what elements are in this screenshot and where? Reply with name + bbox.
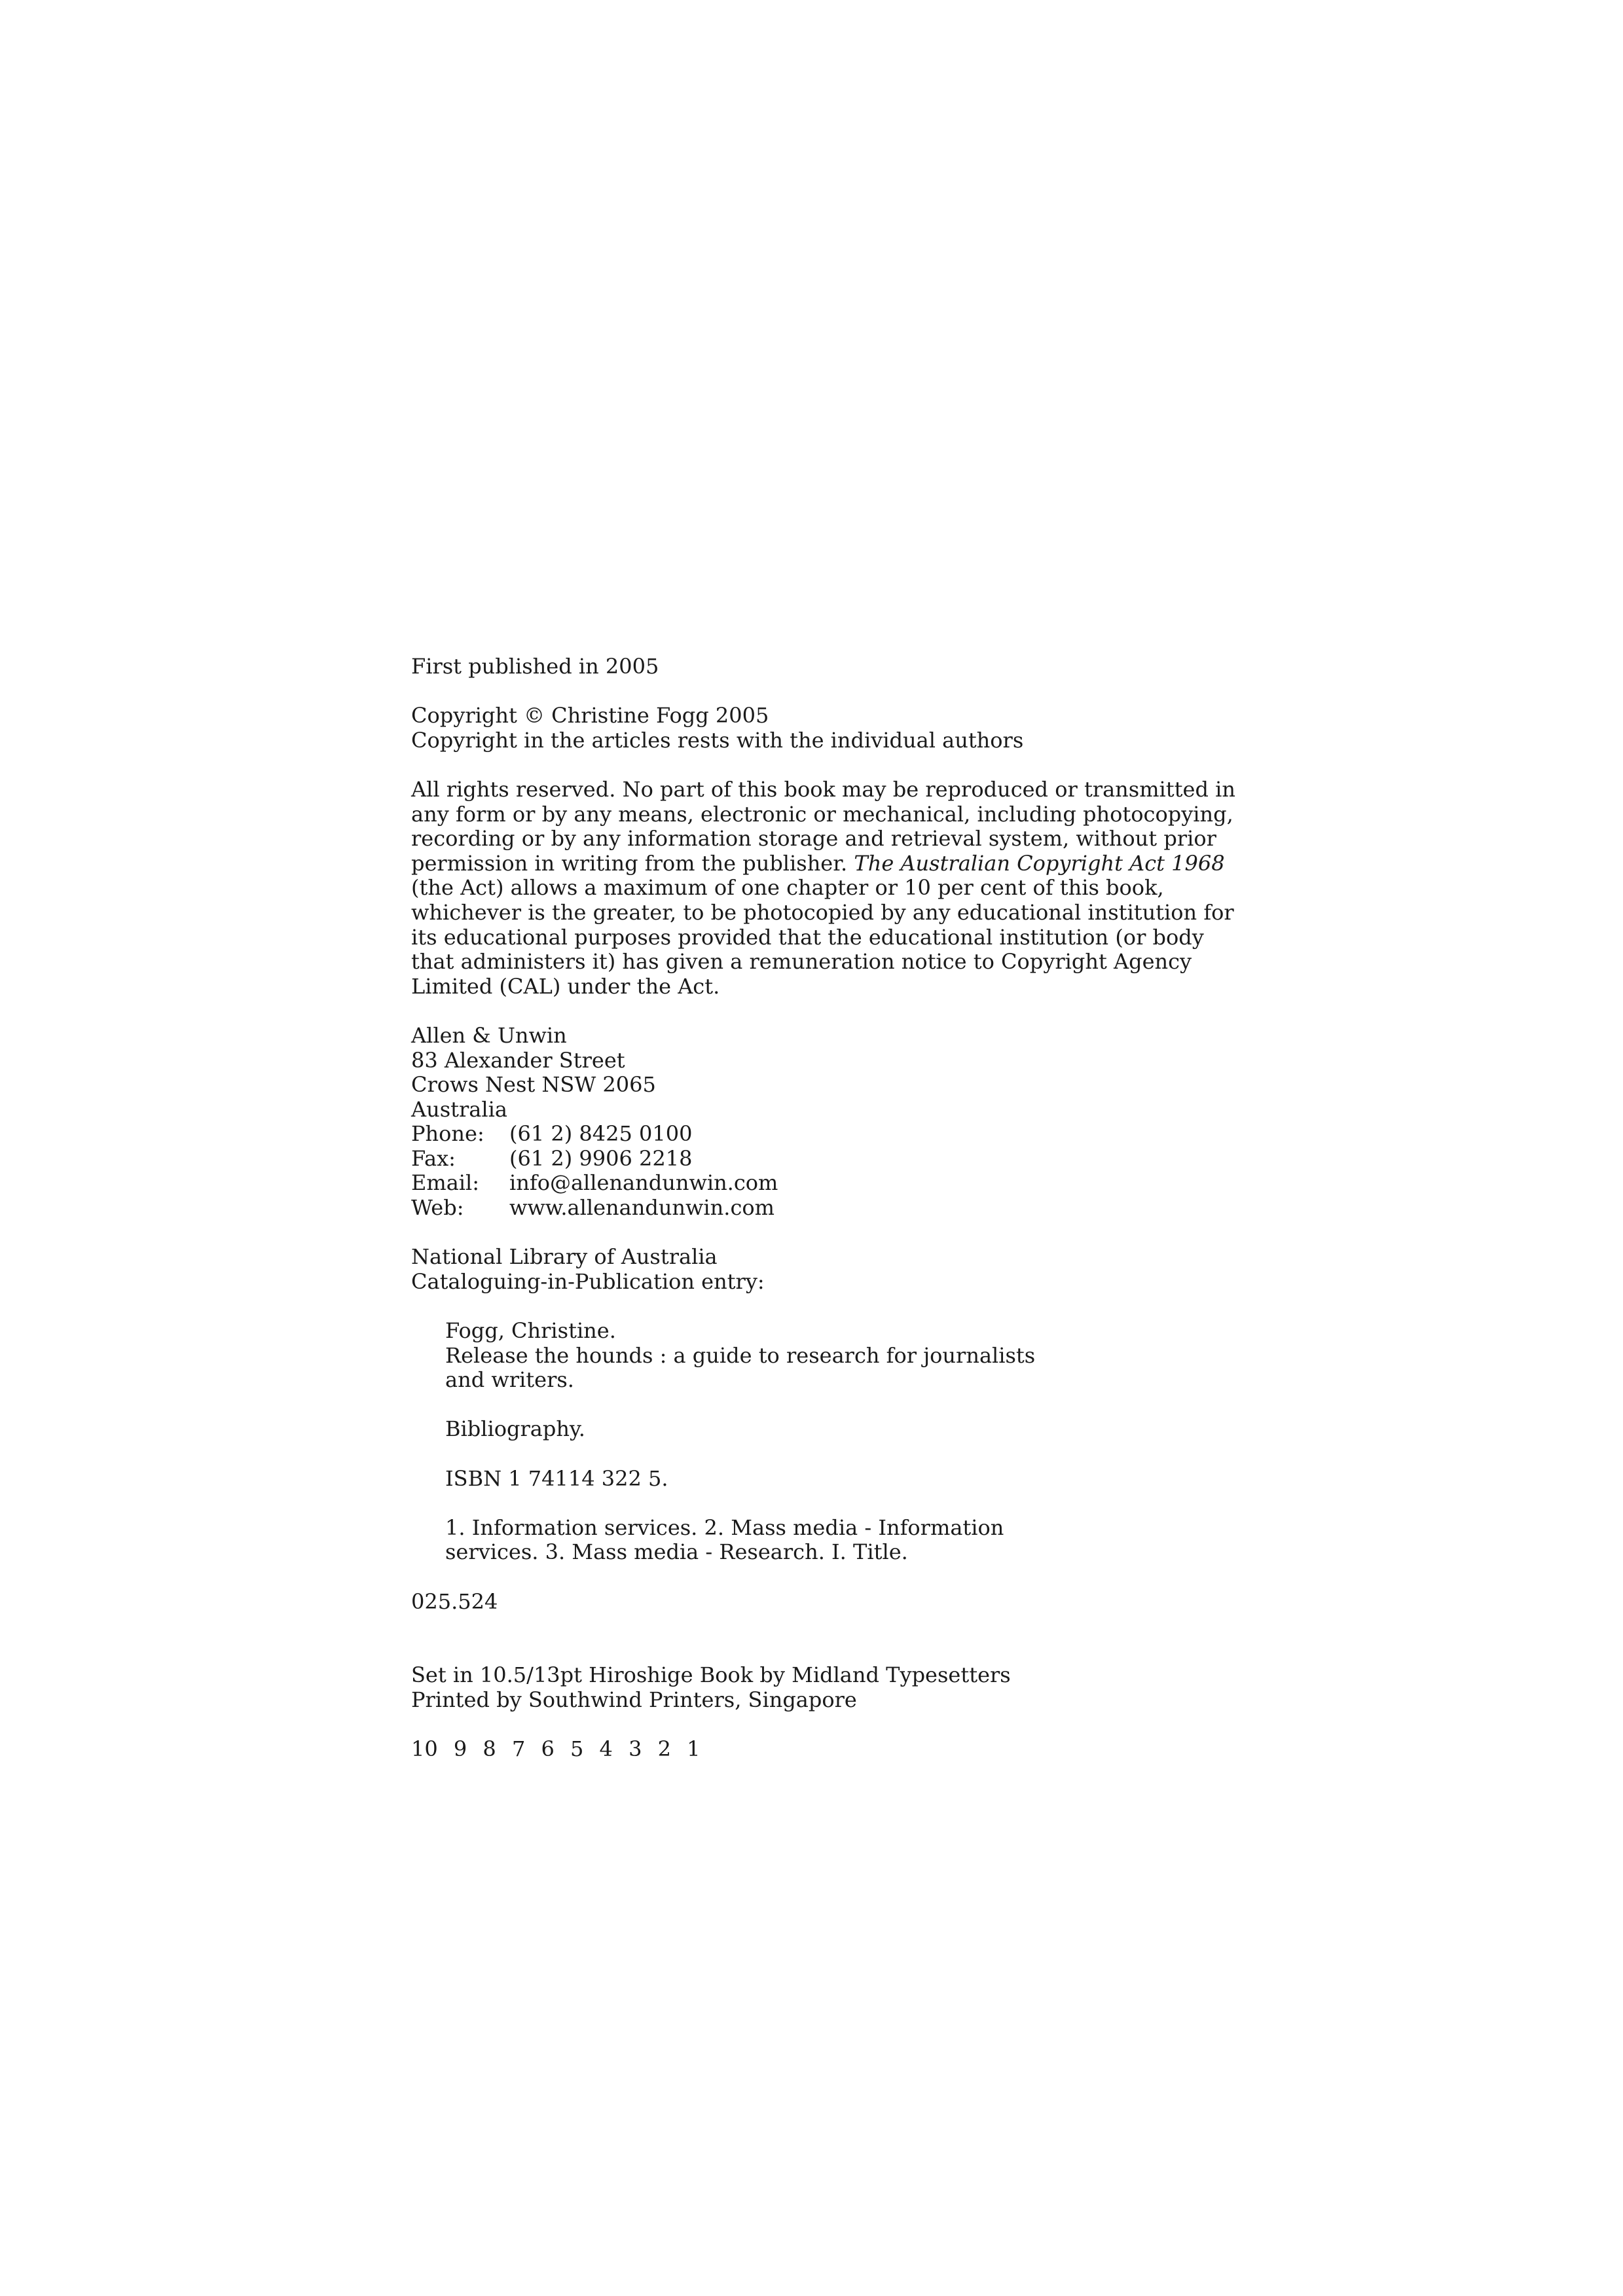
rights-block — [411, 776, 1235, 999]
cip-block — [411, 1245, 1223, 1614]
rights-line: All rights reserved. No part of this book may be reproduced or transmitted in — [411, 776, 1235, 802]
contact-email — [411, 1171, 1223, 1196]
rights-line: Limited (CAL) under the Act. — [411, 973, 720, 999]
contact-value: www.allenandunwin.com — [509, 1195, 775, 1221]
contact-label: Web: — [411, 1195, 464, 1221]
contact-label: Fax: — [411, 1145, 456, 1171]
cip-author: Fogg, Christine. — [445, 1318, 616, 1344]
printer-key-number: 7 — [511, 1736, 526, 1762]
cip-title: and writers. — [445, 1367, 574, 1393]
printer-key-number: 4 — [599, 1736, 613, 1762]
typeset-line: Set in 10.5/13pt Hiroshige Book by Midland Typesetters — [411, 1662, 1011, 1688]
rights-line: any form or by any means, electronic or mechanical, including photocopying, — [411, 801, 1233, 827]
printer-key-number: 5 — [570, 1736, 584, 1762]
printer-key-number: 1 — [687, 1736, 701, 1762]
imprint-page — [411, 654, 1235, 1762]
copyright-articles-line: Copyright in the articles rests with the individual authors — [411, 727, 1024, 753]
contact-fax — [411, 1147, 1223, 1172]
copyright-block — [411, 704, 1223, 753]
printer-key — [411, 1737, 1223, 1762]
printer-key-number: 9 — [453, 1736, 467, 1762]
first-published: First published in 2005 — [411, 654, 659, 679]
printer-key-number: 10 — [411, 1736, 438, 1762]
spacer — [411, 1221, 1223, 1246]
cip-dewey: 025.524 — [411, 1588, 498, 1614]
cip-heading: Cataloguing-in-Publication entry: — [411, 1268, 765, 1294]
publisher-street: 83 Alexander Street — [411, 1047, 625, 1073]
publisher-block — [411, 1024, 1223, 1221]
copyright-line: Copyright © Christine Fogg 2005 — [411, 703, 769, 728]
printed-line: Printed by Southwind Printers, Singapore — [411, 1687, 857, 1712]
printer-key-number: 3 — [629, 1736, 642, 1762]
printer-key-number: 2 — [657, 1736, 671, 1762]
rights-line — [411, 852, 1223, 876]
cip-title: Release the hounds : a guide to research for journalists — [445, 1342, 1036, 1368]
rights-line: that administers it) has given a remuneration notice to Copyright Agency — [411, 949, 1192, 975]
spacer — [411, 753, 1223, 778]
production-block — [411, 1663, 1223, 1712]
spacer — [411, 1294, 1223, 1319]
spacer — [411, 999, 1223, 1024]
contact-value: (61 2) 9906 2218 — [509, 1145, 693, 1171]
spacer — [411, 1713, 1223, 1738]
rights-line: recording or by any information storage and retrieval system, without prior — [411, 826, 1216, 852]
contact-phone — [411, 1122, 1223, 1147]
spacer — [445, 1393, 1223, 1418]
contact-web — [411, 1196, 1223, 1221]
cip-subjects: services. 3. Mass media - Research. I. Title. — [445, 1539, 908, 1565]
contact-value: info@allenandunwin.com — [509, 1170, 778, 1196]
spacer — [411, 679, 1223, 704]
cip-heading: National Library of Australia — [411, 1244, 718, 1270]
spacer — [445, 1491, 1223, 1516]
rights-line: its educational purposes provided that the educational institution (or body — [411, 924, 1204, 950]
printer-key-number: 6 — [541, 1736, 555, 1762]
rights-line: whichever is the greater, to be photocopied by any educational institution for — [411, 899, 1234, 925]
contact-value: (61 2) 8425 0100 — [509, 1121, 693, 1147]
cip-subjects: 1. Information services. 2. Mass media - Information — [445, 1515, 1004, 1540]
publisher-name: Allen & Unwin — [411, 1022, 567, 1048]
printer-key-number: 8 — [483, 1736, 496, 1762]
spacer — [411, 1614, 1223, 1663]
cip-bibliography: Bibliography. — [445, 1416, 585, 1442]
rights-text: permission in writing from the publisher. — [411, 850, 854, 876]
spacer — [445, 1442, 1223, 1467]
spacer — [411, 1565, 1223, 1590]
copyright-act-title: The Australian Copyright Act 1968 — [854, 850, 1225, 876]
publisher-city: Crows Nest NSW 2065 — [411, 1072, 656, 1098]
publisher-country: Australia — [411, 1096, 507, 1122]
cip-isbn: ISBN 1 74114 322 5. — [445, 1465, 668, 1491]
cip-entry — [411, 1319, 1223, 1565]
rights-line: (the Act) allows a maximum of one chapter or 10 per cent of this book, — [411, 875, 1164, 901]
contact-label: Phone: — [411, 1121, 484, 1147]
contact-label: Email: — [411, 1170, 480, 1196]
